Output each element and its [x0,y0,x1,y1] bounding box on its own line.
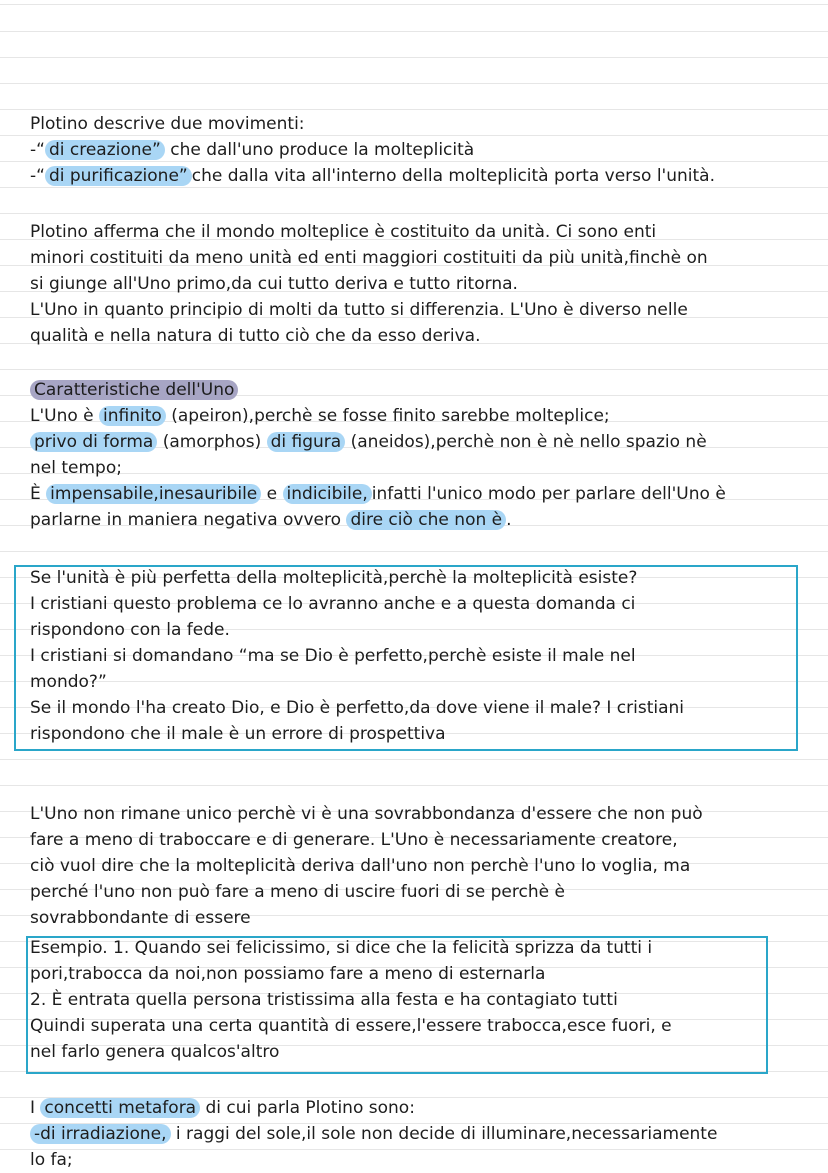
char-line-5: parlarne in maniera negativa ovvero dire ciò che non è . [30,510,512,530]
para1-line-2: minori costituiti da meno unità ed enti maggiori costituiti da più unità,finchè on [30,248,708,268]
highlight: concetti metafora [40,1098,200,1118]
box1-line-6: Se il mondo l'ha creato Dio, e Dio è perfetto,da dove viene il male? I cristiani [30,698,685,718]
highlight: di figura [267,432,346,452]
para1-line-3: si giunge all'Uno primo,da cui tutto deriva e tutto ritorna. [30,274,518,294]
box2-line-2: pori,trabocca da noi,non possiamo fare a meno di esternarla [30,964,546,984]
para1-line-5: qualità e nella natura di tutto ciò che da esso deriva. [30,326,481,346]
char-line-2: privo di forma (amorphos) di figura (aneidos),perchè non è nè nello spazio nè [30,429,814,455]
section-heading [30,377,814,403]
intro-line-3: -“ di purificazione” che dalla vita all'interno della molteplicità porta verso l'unità. [30,166,715,186]
para2-line-5: sovrabbondante di essere [30,908,251,928]
char-line-4: È impensabile,inesauribile e indicibile, infatti l'unico modo per parlare dell'Uno è [30,484,726,504]
highlight: impensabile,inesauribile [46,484,261,504]
metaphor-line-2: -di irradiazione, i raggi del sole,il sole non decide di illuminare,necessariamente [30,1121,814,1147]
metaphor-line-1: I concetti metafora di cui parla Plotino sono: [30,1098,415,1118]
char-line-1: L'Uno è infinito (apeiron),perchè se fosse finito sarebbe molteplice; [30,406,610,426]
box1-line-2: I cristiani questo problema ce lo avranno anche e a questa domanda ci [30,594,636,614]
highlight: di purificazione” [45,166,192,186]
box1-line-3: rispondono con la fede. [30,620,230,640]
intro-line-2: -“ di creazione” che dall'uno produce la molteplicità [30,140,475,160]
box1-line-1: Se l'unità è più perfetta della molteplicità,perchè la molteplicità esiste? [30,568,638,588]
highlight: dire ciò che non è [346,510,506,530]
intro-line-1: Plotino descrive due movimenti: [30,114,305,134]
box2-line-1: Esempio. 1. Quando sei felicissimo, si dice che la felicità sprizza da tutti i [30,938,653,958]
box2-line-4: Quindi superata una certa quantità di essere,l'essere trabocca,esce fuori, e [30,1016,672,1036]
para2-line-1: L'Uno non rimane unico perchè vi è una sovrabbondanza d'essere che non può [30,804,703,824]
para1-line-4: L'Uno in quanto principio di molti da tutto si differenzia. L'Uno è diverso nelle [30,300,688,320]
highlight: -di irradiazione, [30,1124,171,1144]
para1-line-1: Plotino afferma che il mondo molteplice è costituito da unità. Ci sono enti [30,222,657,242]
box2-line-5: nel farlo genera qualcos'altro [30,1042,280,1062]
para2-line-3: ciò vuol dire che la molteplicità deriva dall'uno non perchè l'uno lo voglia, ma [30,856,691,876]
highlight: privo di forma [30,432,157,452]
para2-line-4: perché l'uno non può fare a meno di uscire fuori di se perchè è [30,882,565,902]
highlight: infinito [99,406,166,426]
highlight: indicibile, [283,484,372,504]
box1-line-7: rispondono che il male è un errore di prospettiva [30,724,446,744]
char-line-3: nel tempo; [30,458,122,478]
metaphor-line-3: lo fa; [30,1150,73,1170]
box1-line-5: mondo?” [30,672,107,692]
box2-line-3: 2. È entrata quella persona tristissima alla festa e ha contagiato tutti [30,990,618,1010]
para2-line-2: fare a meno di traboccare e di generare. L'Uno è necessariamente creatore, [30,830,678,850]
highlight: di creazione” [45,140,165,160]
heading-highlight: Caratteristiche dell'Uno [30,380,238,400]
box1-line-4: I cristiani si domandano “ma se Dio è perfetto,perchè esiste il male nel [30,646,636,666]
